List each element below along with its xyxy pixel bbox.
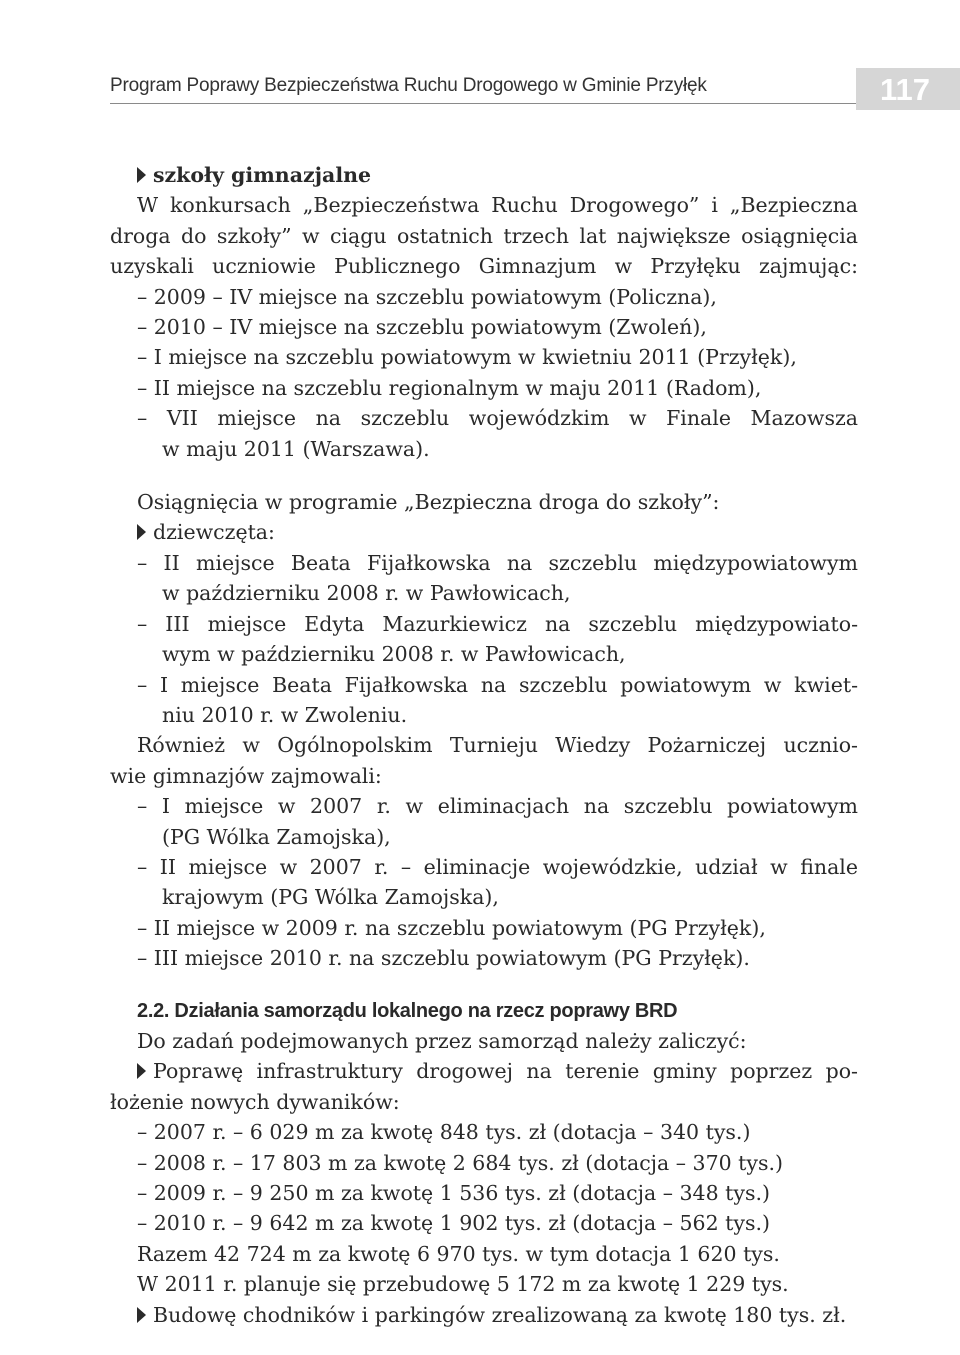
- list-item: – VII miejsce na szczeblu wojewódzkim w Finale Mazowsza: [137, 406, 858, 431]
- total-line: Razem 42 724 m za kwotę 6 970 tys. w tym dotacja 1 620 tys.: [137, 1241, 780, 1266]
- bullet-heading-text: szkoły gimnazjalne: [153, 163, 372, 187]
- paragraph-line: uzyskali uczniowie Publicznego Gimnazjum w Przyłęku zajmując:: [110, 254, 858, 279]
- bullet-arrow-icon: [137, 167, 146, 183]
- running-header: [110, 72, 856, 104]
- list-item-continuation: (PG Wólka Zamojska),: [162, 824, 391, 849]
- list-item: – I miejsce na szczeblu powiatowym w kwietniu 2011 (Przyłęk),: [137, 345, 797, 370]
- list-item: – II miejsce w 2009 r. na szczeblu powiatowym (PG Przyłęk),: [137, 915, 766, 940]
- list-item: – III miejsce Edyta Mazurkiewicz na szczeblu międzypowiato-: [137, 611, 858, 636]
- page-number: 117: [879, 72, 930, 107]
- paragraph-line: wie gimnazjów zajmowali:: [110, 763, 382, 788]
- list-item: – 2010 r. – 9 642 m za kwotę 1 902 tys. zł (dotacja – 562 tys.): [137, 1211, 770, 1236]
- list-item: – II miejsce na szczeblu regionalnym w maju 2011 (Radom),: [137, 375, 762, 400]
- list-item: – 2010 – IV miejsce na szczeblu powiatowym (Zwoleń),: [137, 315, 707, 340]
- bullet-item: [110, 1056, 858, 1086]
- paragraph-line: Również w Ogólnopolskim Turnieju Wiedzy Pożarniczej ucznio-: [137, 733, 858, 758]
- bullet-arrow-icon: [137, 1307, 146, 1323]
- list-item-continuation: wym w październiku 2008 r. w Pawłowicach,: [162, 642, 626, 667]
- header-title: Program Poprawy Bezpieczeństwa Ruchu Drogowego w Gminie Przyłęk: [110, 75, 707, 96]
- list-item-continuation: niu 2010 r. w Zwoleniu.: [162, 702, 408, 727]
- list-item-continuation: w maju 2011 (Warszawa).: [162, 436, 430, 461]
- list-item: – I miejsce w 2007 r. w eliminacjach na szczeblu powiatowym: [137, 794, 858, 819]
- section-heading: 2.2. Działania samorządu lokalnego na rzecz poprawy BRD: [137, 999, 678, 1022]
- paragraph-line: W konkursach „Bezpieczeństwa Ruchu Drogowego” i „Bezpieczna: [137, 193, 858, 218]
- list-item-continuation: krajowym (PG Wólka Zamojska),: [162, 885, 499, 910]
- bullet-heading-text: dziewczęta:: [153, 520, 275, 545]
- paragraph-line: łożenie nowych dywaników:: [110, 1089, 400, 1114]
- bullet-arrow-icon: [137, 1063, 146, 1079]
- plan-line: W 2011 r. planuje się przebudowę 5 172 m za kwotę 1 229 tys.: [137, 1272, 789, 1297]
- list-item-continuation: w październiku 2008 r. w Pawłowicach,: [162, 581, 571, 606]
- list-item: – I miejsce Beata Fijałkowska na szczeblu powiatowym w kwiet-: [137, 672, 858, 697]
- list-item: – III miejsce 2010 r. na szczeblu powiatowym (PG Przyłęk).: [137, 946, 750, 971]
- bullet-heading: [110, 160, 858, 190]
- list-item: – 2007 r. – 6 029 m za kwotę 848 tys. zł (dotacja – 340 tys.): [137, 1120, 751, 1145]
- bullet-item-text: Budowę chodników i parkingów zrealizowaną za kwotę 180 tys. zł.: [153, 1302, 847, 1327]
- bullet-heading: [110, 517, 858, 547]
- list-item: – 2009 r. – 9 250 m za kwotę 1 536 tys. zł (dotacja – 348 tys.): [137, 1181, 770, 1205]
- bullet-item-text: Poprawę infrastruktury drogowej na terenie gminy poprzez po-: [153, 1059, 858, 1084]
- page-body: [110, 160, 858, 1330]
- list-item: – 2009 – IV miejsce na szczeblu powiatowym (Policzna),: [137, 284, 717, 309]
- bullet-arrow-icon: [137, 524, 146, 540]
- list-item: – II miejsce Beata Fijałkowska na szczeblu międzypowiatowym: [137, 550, 858, 575]
- list-item: – 2008 r. – 17 803 m za kwotę 2 684 tys. zł (dotacja – 370 tys.): [137, 1150, 784, 1175]
- paragraph-line: droga do szkoły” w ciągu ostatnich trzech lat największe osiągnięcia: [110, 223, 858, 248]
- section-intro: Osiągnięcia w programie „Bezpieczna droga do szkoły”:: [137, 490, 720, 515]
- list-item: – II miejsce w 2007 r. – eliminacje wojewódzkie, udział w finale: [137, 854, 858, 879]
- section-intro: Do zadań podejmowanych przez samorząd należy zaliczyć:: [137, 1028, 747, 1053]
- bullet-item: [110, 1300, 858, 1330]
